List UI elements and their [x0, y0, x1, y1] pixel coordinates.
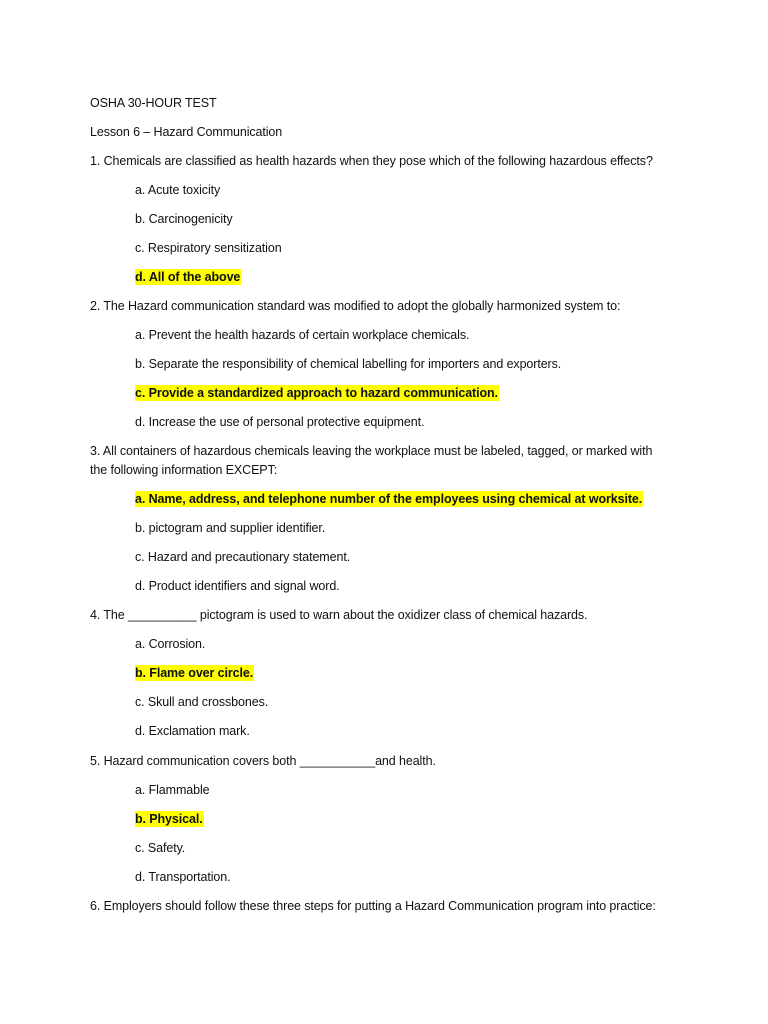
question-2: 2. The Hazard communication standard was modified to adopt the globally harmonized system to:: [90, 299, 621, 313]
q1-option-a: a. Acute toxicity: [135, 183, 221, 197]
q2-option-a: a. Prevent the health hazards of certain workplace chemicals.: [135, 328, 470, 342]
document-title: OSHA 30-HOUR TEST: [90, 96, 217, 110]
answer-highlight: d. All of the above: [135, 270, 241, 284]
q2-option-c-answer: [135, 385, 499, 401]
question-6: 6. Employers should follow these three steps for putting a Hazard Communication program into practice:: [90, 899, 656, 913]
question-3-line-1: 3. All containers of hazardous chemicals leaving the workplace must be labeled, tagged, or marked with: [90, 444, 653, 458]
q5-option-a: a. Flammable: [135, 783, 210, 797]
q4-option-a: a. Corrosion.: [135, 637, 206, 651]
question-5: 5. Hazard communication covers both ___________and health.: [90, 754, 436, 768]
q4-option-c: c. Skull and crossbones.: [135, 695, 269, 709]
q4-option-b-answer: [135, 665, 254, 681]
q3-option-b: b. pictogram and supplier identifier.: [135, 521, 326, 535]
q1-option-b: b. Carcinogenicity: [135, 212, 233, 226]
answer-highlight: b. Physical.: [135, 812, 203, 826]
lesson-heading: Lesson 6 – Hazard Communication: [90, 125, 283, 139]
question-3-line-2: the following information EXCEPT:: [90, 463, 278, 477]
q3-option-d: d. Product identifiers and signal word.: [135, 579, 340, 593]
q5-option-d: d. Transportation.: [135, 870, 231, 884]
q5-option-c: c. Safety.: [135, 841, 186, 855]
q1-option-c: c. Respiratory sensitization: [135, 241, 282, 255]
answer-highlight: b. Flame over circle.: [135, 666, 254, 680]
q3-option-a-answer: [135, 491, 643, 507]
q1-option-d-answer: [135, 269, 241, 285]
answer-highlight: a. Name, address, and telephone number of the employees using chemical at worksite.: [135, 492, 643, 506]
q2-option-d: d. Increase the use of personal protective equipment.: [135, 415, 425, 429]
q5-option-b-answer: [135, 811, 204, 827]
q4-option-d: d. Exclamation mark.: [135, 724, 250, 738]
question-4: 4. The __________ pictogram is used to warn about the oxidizer class of chemical hazards.: [90, 608, 588, 622]
answer-highlight: c. Provide a standardized approach to hazard communication.: [135, 386, 498, 400]
q3-option-c: c. Hazard and precautionary statement.: [135, 550, 351, 564]
question-1: 1. Chemicals are classified as health hazards when they pose which of the following hazardous effects?: [90, 154, 653, 168]
q2-option-b: b. Separate the responsibility of chemical labelling for importers and exporters.: [135, 357, 562, 371]
